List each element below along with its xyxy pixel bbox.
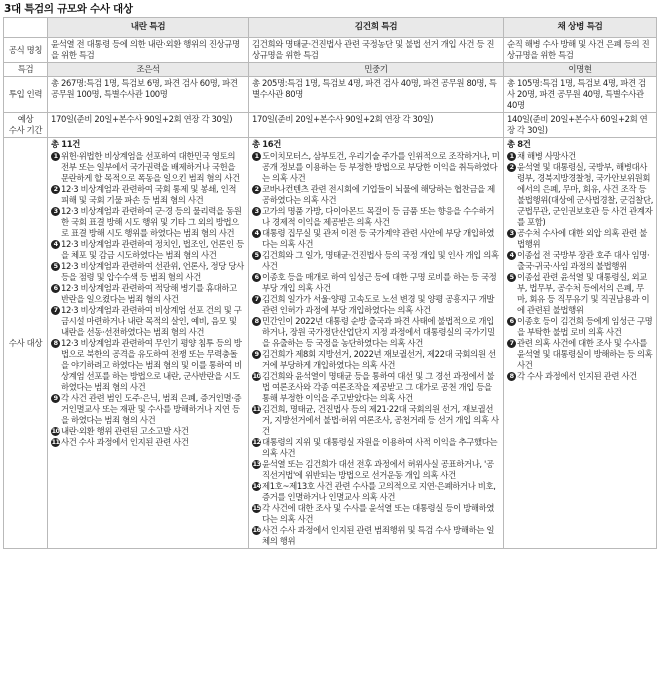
target-item — [252, 228, 500, 250]
target-item — [252, 503, 500, 525]
label-period-line1: 예상 — [17, 114, 34, 124]
item-number-badge: 15 — [252, 504, 261, 512]
target-item — [507, 316, 653, 338]
item-text: 도이치모터스, 삼부토건, 우리기술 주가를 인위적으로 조작하거나, 미공개 정보를 이용하는 등 부정한 방법으로 부당한 이익을 취득하였다는 의혹 사건 — [262, 151, 500, 183]
label-period — [4, 113, 48, 138]
target-item — [51, 437, 245, 448]
item-number-badge: 11 — [252, 405, 261, 413]
item-text: 12·3 비상계엄과 관련하여 비상계엄 선포 건의 및 구금시설 마련하거나 내란 목적의 살인, 예비, 음모 및 내란을 선동·선전하였다는 범죄 혐의 사건 — [61, 305, 242, 337]
targets-marine — [504, 138, 657, 549]
target-item — [252, 206, 500, 228]
item-number-badge: 7 — [252, 295, 261, 304]
page-title: 3대 특검의 규모와 수사 대상 — [4, 3, 133, 15]
period-insurrection: 170일(준비 20일+본수사 90일+2회 연장 각 30일) — [48, 113, 249, 138]
targets-insurrection — [48, 138, 249, 549]
item-text: 고가의 명품 가방, 다이아몬드 목걸이 등 금품 또는 향응을 수수하거나 경제적 이익을 제공받은 의혹 사건 — [262, 206, 495, 227]
item-number-badge: 1 — [507, 152, 516, 161]
label-targets: 수사 대상 — [4, 138, 48, 549]
staff-kimkeonhee: 총 205명:특검 1명, 특검보 4명, 파견 검사 40명, 파견 공무원 80명, 특별수사관 80명 — [249, 77, 504, 113]
item-text: 사건 수사 과정에서 인지된 관련 범죄행위 및 특검 수사 방해하는 일체의 행위 — [262, 525, 495, 546]
item-number-badge: 8 — [507, 372, 516, 381]
targets-total: 총 8건 — [507, 139, 531, 149]
item-number-badge: 4 — [252, 229, 261, 238]
period-kimkeonhee: 170일(준비 20일+본수사 90일+2회 연장 각 30일) — [249, 113, 504, 138]
item-text: 민간인이 2022년 대통령 순방 출국과 파견 사태에 불법적으로 개입하거나, 장원 국가정단산업단지 지정 과정에서 대통령실의 국가기밀을 유출하는 등 국정을 농단하였다는 의혹 사건 — [262, 316, 495, 348]
item-number-badge: 4 — [51, 240, 60, 249]
item-text: 내란·외환 행위 관련된 고소고발 사건 — [61, 426, 189, 436]
prosecutor-kimkeonhee: 민중기 — [249, 63, 504, 77]
item-text: 대통령 집무실 및 관저 이전 등 국가계약 관련 사안에 부당 개입하였다는 의혹 사건 — [262, 228, 495, 249]
item-text: 이종섭 관련 윤석열 및 대통령실, 외교부, 법무부, 공수처 등에서의 은폐, 무마, 회유 등 직무유기 및 직권남용과 이에 관련된 불법행위 — [517, 272, 650, 315]
item-number-badge: 2 — [51, 185, 60, 194]
item-number-badge: 5 — [507, 273, 516, 282]
item-number-badge: 11 — [51, 438, 60, 446]
item-text: 김건희 일가가 서울·양평 고속도로 노선 변경 및 양평 공흥지구 개발 관련 인허가 과정에 부당 개입하였다는 의혹 사건 — [262, 294, 495, 315]
item-text: 위헌·위법한 비상계엄을 선포하여 대한민국 영토의 전부 또는 일부에서 국가권력을 배제하거나 국헌을 문란하게 할 목적으로 폭동을 일으킨 범죄 혐의 사건 — [61, 151, 240, 183]
target-item — [252, 481, 500, 503]
comparison-table — [3, 17, 657, 549]
target-item — [51, 283, 245, 305]
prosecutor-insurrection: 조은석 — [48, 63, 249, 77]
staff-insurrection: 총 267명:특검 1명, 특검보 6명, 파견 검사 60명, 파견 공무원 100명, 특별수사관 100명 — [48, 77, 249, 113]
item-text: 12·3 비상계엄과 관련하여 선관위, 언론사, 정당 당사 등을 점령 및 압수수색 등 범죄 혐의 사건 — [61, 261, 244, 282]
item-text: 채 해병 사망사건 — [517, 151, 576, 161]
official-name-insurrection: 윤석열 전 대통령 등에 의한 내란·외환 행위의 진상규명을 위한 특검 — [48, 38, 249, 63]
target-item — [507, 338, 653, 371]
target-item — [51, 184, 245, 206]
header-insurrection: 내란 특검 — [48, 18, 249, 38]
item-text: 12·3 비상계엄과 관련하여 무인기 평양 침투 등의 방법으로 북한의 공격을 유도하여 전쟁 또는 무력충돌을 야기하려고 하였다는 범죄 혐의 및 이를 통하여 비상계엄 선포를 하는 방법으로 내란, 군사반란을 시도하였다는 범죄 혐의 사건 — [61, 338, 243, 392]
item-text: 김건희, 명태균, 건진법사 등의 제21·22대 국회의원 선거, 재보궐선거, 지방선거에서 불법·허위 여론조사, 공천거래 등 선거 개입 의혹 사건 — [262, 404, 499, 436]
target-item — [51, 261, 245, 283]
item-number-badge: 2 — [507, 163, 516, 172]
target-item — [507, 371, 653, 382]
header-kimkeonhee: 김건희 특검 — [249, 18, 504, 38]
item-number-badge: 5 — [252, 251, 261, 260]
target-item — [252, 250, 500, 272]
item-number-badge: 9 — [51, 394, 60, 403]
target-item — [252, 294, 500, 316]
item-text: 윤석열 및 대통령실, 국방부, 해병대사령부, 경북지방경찰청, 국가안보위원회에서의 은폐, 무마, 회유, 사건 조작 등 불법행위(대상에 군사법경찰, 군검찰단, 군법무관, 군인권보호관 등 사건 관계자를 포함) — [517, 162, 654, 227]
label-special-prosecutor: 특검 — [4, 63, 48, 77]
item-number-badge: 3 — [252, 207, 261, 216]
target-item — [252, 459, 500, 481]
item-number-badge: 1 — [252, 152, 261, 161]
target-item — [252, 371, 500, 404]
item-number-badge: 6 — [507, 317, 516, 326]
item-number-badge: 3 — [507, 229, 516, 238]
targets-total: 총 11건 — [51, 139, 81, 149]
item-number-badge: 1 — [51, 152, 60, 161]
row-staff — [4, 77, 657, 113]
item-text: 이종섭 전 국방부 장관 호주 대사 임명·출국·귀국·사임 과정의 불법행위 — [517, 250, 650, 271]
item-number-badge: 4 — [507, 251, 516, 260]
target-item — [507, 151, 653, 162]
item-text: 김건희와 그 일가, 명태균·건진법사 등의 국정 개입 및 인사 개입 의혹 사건 — [262, 250, 499, 271]
target-item — [252, 151, 500, 184]
target-item — [507, 272, 653, 316]
target-item — [252, 316, 500, 349]
item-text: 각 사건에 대한 조사 및 수사를 윤석열 또는 대통령실 등이 방해하였다는 의혹 사건 — [262, 503, 495, 524]
item-number-badge: 16 — [252, 526, 261, 534]
item-number-badge: 6 — [252, 273, 261, 282]
item-text: 대통령의 지위 및 대통령실 자원을 이용하여 사적 이익을 추구했다는 의혹 사건 — [262, 437, 498, 458]
target-item — [252, 404, 500, 437]
item-text: 이종호 등을 매개로 하여 임성근 등에 대한 구명 로비를 하는 등 국정 부당 개입 의혹 사건 — [262, 272, 497, 293]
label-staff: 투입 인력 — [4, 77, 48, 113]
item-number-badge: 10 — [51, 427, 60, 435]
target-item — [51, 305, 245, 338]
row-official-name — [4, 38, 657, 63]
target-item — [252, 437, 500, 459]
row-special-prosecutor — [4, 63, 657, 77]
prosecutor-marine: 이명현 — [504, 63, 657, 77]
item-text: 김건희와 윤석열이 명태균 등을 통하여 대선 및 그 경선 과정에서 불법 여론조사와 각종 여론조작을 제공받고 그 대가로 공천 개입 등을 통해 부정한 이익을 주고받았다는 의혹 사건 — [262, 371, 495, 403]
official-name-kimkeonhee: 김건희와 명태균·건진법사 관련 국정농단 및 불법 선거 개입 사건 등 진상규명을 위한 특검 — [249, 38, 504, 63]
item-text: 윤석열 또는 김건희가 대선 전후 과정에서 허위사실 공표하거나, '공직선거법'에 위반되는 방법으로 선거운동 개입 의혹 사건 — [262, 459, 494, 480]
target-item — [51, 338, 245, 393]
header-marine: 채 상병 특검 — [504, 18, 657, 38]
item-text: 12·3 비상계엄과 관련하여 군·경 등의 물리력을 동원한 국회 표결 방해 시도 행위 및 기타 그 외의 방법으로 표결 방해 시도 행위를 하였다는 범죄 혐의 사건 — [61, 206, 242, 238]
target-item — [51, 393, 245, 426]
item-number-badge: 6 — [51, 284, 60, 293]
targets-kimkeonhee — [249, 138, 504, 549]
item-number-badge: 7 — [507, 339, 516, 348]
item-text: 12·3 비상계엄과 관련하여 적당해 병기를 휴대하고 반란을 일으켰다는 범죄 혐의 사건 — [61, 283, 237, 304]
item-text: 제1호~제13호 사건 관련 수사를 고의적으로 지연·은폐하거나 비호, 증거를 인멸하거나 인멸교사 의혹 사건 — [262, 481, 496, 502]
item-text: 코바나컨텐츠 관련 전시회에 기업들이 뇌물에 해당하는 협찬금을 제공하였다는 의혹 사건 — [262, 184, 495, 205]
item-number-badge: 8 — [51, 339, 60, 348]
row-targets — [4, 138, 657, 549]
target-item — [252, 349, 500, 371]
item-text: 공수처 수사에 대한 외압 의혹 관련 불법행위 — [517, 228, 647, 249]
header-corner — [4, 18, 48, 38]
label-period-line2: 수사 기간 — [8, 125, 43, 135]
target-item — [507, 162, 653, 228]
item-number-badge: 12 — [252, 438, 261, 446]
item-text: 각 사건 관련 범인 도주·은닉, 범죄 은폐, 증거인멸·증거인멸교사 또는 재판 및 수사를 방해하거나 지연 등을 하였다는 범죄 혐의 사건 — [61, 393, 242, 425]
item-number-badge: 3 — [51, 207, 60, 216]
row-period — [4, 113, 657, 138]
item-number-badge: 8 — [252, 317, 261, 326]
target-item — [51, 206, 245, 239]
item-number-badge: 2 — [252, 185, 261, 194]
targets-total: 총 16건 — [252, 139, 282, 149]
item-number-badge: 7 — [51, 306, 60, 315]
comparison-table-wrapper — [3, 17, 656, 679]
target-item — [252, 272, 500, 294]
target-item — [252, 525, 500, 547]
item-text: 사건 수사 과정에서 인지된 관련 사건 — [61, 437, 189, 447]
staff-marine: 총 105명:특검 1명, 특검보 4명, 파견 검사 20명, 파견 공무원 40명, 특별수사관 40명 — [504, 77, 657, 113]
item-text: 김건희가 제8회 지방선거, 2022년 재보궐선거, 제22대 국회의원 선거에 부당하게 개입하였다는 의혹 사건 — [262, 349, 496, 370]
item-text: 12·3 비상계엄과 관련하여 정치인, 법조인, 언론인 등을 체포 및 감금 시도하였다는 범죄 혐의 사건 — [61, 239, 244, 260]
item-number-badge: 9 — [252, 350, 261, 359]
item-number-badge: 13 — [252, 460, 261, 468]
item-number-badge: 10 — [252, 372, 261, 380]
target-item — [252, 184, 500, 206]
item-number-badge: 5 — [51, 262, 60, 271]
target-item — [51, 426, 245, 437]
target-item — [51, 239, 245, 261]
period-marine: 140일(준비 20일+본수사 60일+2회 연장 각 30일) — [504, 113, 657, 138]
item-text: 관련 의혹 사건에 대한 조사 및 수사를 윤석열 및 대통령실이 방해하는 등 의혹 사건 — [517, 338, 653, 370]
item-number-badge: 14 — [252, 482, 261, 490]
target-item — [507, 250, 653, 272]
target-item — [51, 151, 245, 184]
header-row — [4, 18, 657, 38]
item-text: 이종호 등이 김건희 등에게 임성근 구명을 부탁한 불법 로비 의혹 사건 — [517, 316, 653, 337]
item-text: 12·3 비상계엄과 관련하여 국회 통제 및 봉쇄, 인적 피해 및 국회 기물 파손 등 범죄 혐의 사건 — [61, 184, 237, 205]
label-official-name: 공식 명칭 — [4, 38, 48, 63]
item-text: 각 수사 과정에서 인지된 관련 사건 — [517, 371, 637, 381]
official-name-marine: 순직 해병 수사 방해 및 사건 은폐 등의 진상규명을 위한 특검 — [504, 38, 657, 63]
target-item — [507, 228, 653, 250]
